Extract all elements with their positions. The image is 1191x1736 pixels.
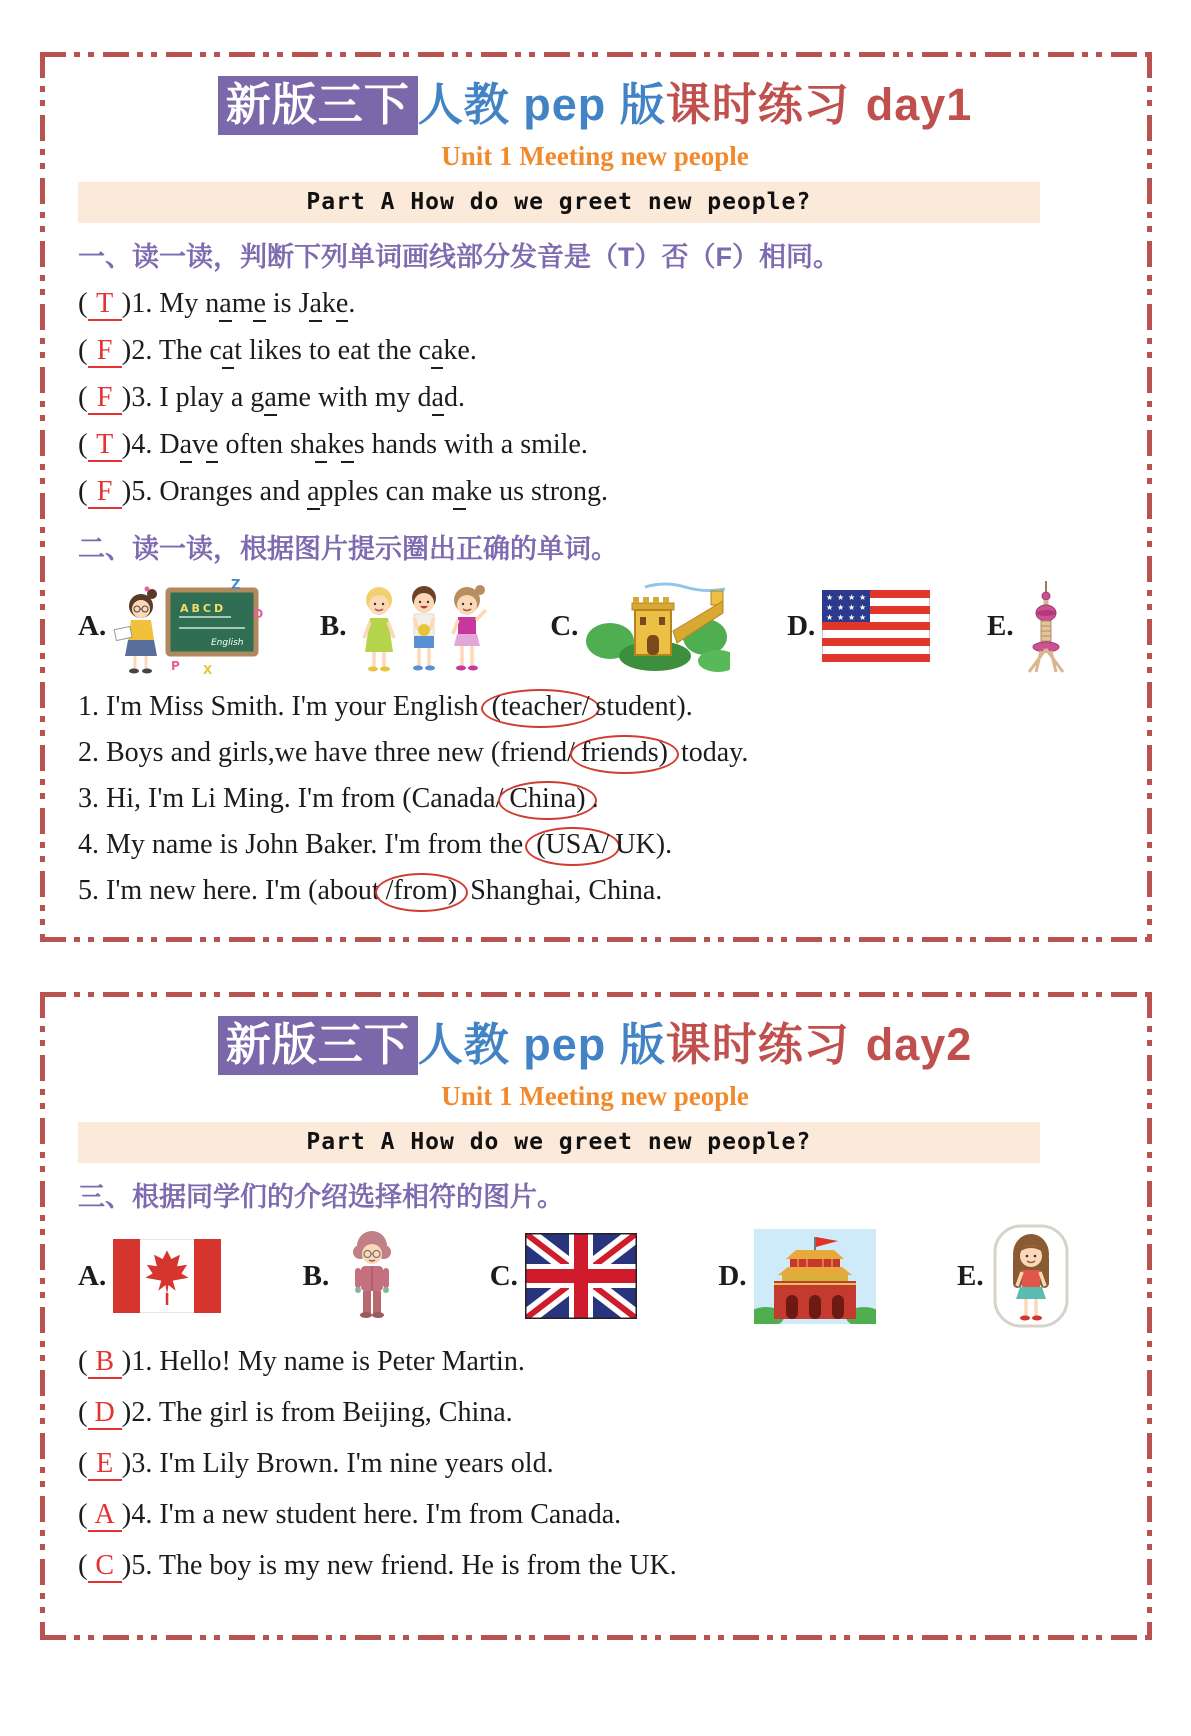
question-text xyxy=(131,288,355,322)
canada-flag-image xyxy=(113,1239,221,1313)
worksheet-day2 xyxy=(40,992,1152,1640)
picture-option-a xyxy=(78,576,263,676)
title-publisher: 人教 pep 版 xyxy=(417,79,666,130)
uk-flag-image xyxy=(525,1233,637,1319)
question-text xyxy=(78,829,672,860)
svg-text:★: ★ xyxy=(837,613,845,622)
paren: ( xyxy=(78,1345,88,1377)
worksheet-day1 xyxy=(40,52,1152,942)
question-item xyxy=(78,776,1112,822)
question-item xyxy=(78,1540,1112,1591)
circled-answer: friends) xyxy=(570,735,679,774)
picture-label: E. xyxy=(957,1259,984,1292)
question-item xyxy=(78,1336,1112,1387)
text-segment: ke. xyxy=(443,335,477,366)
paren: ( xyxy=(78,1396,88,1428)
picture-option-e xyxy=(957,1224,1071,1328)
picture-option-d xyxy=(787,590,930,662)
text-segment: 5. The boy is my new friend. He is from the UK. xyxy=(131,1550,677,1581)
question-text xyxy=(78,783,599,814)
unit-subtitle: Unit 1 Meeting new people xyxy=(441,1081,749,1111)
picture-option-c xyxy=(490,1233,637,1319)
text-segment: 5. I'm new here. I'm (about xyxy=(78,875,380,906)
question-text xyxy=(131,476,608,510)
text-segment: 4. D xyxy=(131,429,180,460)
border-top xyxy=(40,52,1152,57)
question-item xyxy=(78,1489,1112,1540)
svg-text:ABCD: ABCD xyxy=(180,602,227,615)
picture-option-e xyxy=(987,579,1071,674)
underlined-letter: a xyxy=(431,335,443,369)
exercise1-heading: 一、读一读，判断下列单词画线部分发音是（T）否（F）相同。 xyxy=(78,242,840,272)
svg-text:★: ★ xyxy=(848,613,856,622)
answer-blank: A xyxy=(88,1501,122,1532)
answer-blank: F xyxy=(88,337,122,368)
text-segment: 2. The girl is from Beijing, China. xyxy=(131,1397,513,1428)
text-segment: k xyxy=(327,429,342,460)
question-text xyxy=(131,1550,676,1581)
page-title xyxy=(78,1018,1112,1072)
tiananmen-image xyxy=(754,1229,876,1324)
answer-blank: F xyxy=(88,384,122,415)
text-segment: Shanghai, China. xyxy=(463,875,663,906)
underlined-letter: e xyxy=(336,288,348,322)
girl-image xyxy=(991,1224,1071,1328)
underlined-letter: a xyxy=(315,429,327,463)
picture-label: C. xyxy=(489,1259,518,1292)
picture-option-d xyxy=(718,1229,875,1324)
svg-text:O: O xyxy=(253,607,264,621)
svg-text:X: X xyxy=(203,663,213,676)
text-segment: 3. I'm Lily Brown. I'm nine years old. xyxy=(131,1448,554,1479)
text-segment: is J xyxy=(265,288,310,319)
text-segment: k xyxy=(321,288,336,319)
page-title xyxy=(78,78,1112,132)
underlined-letter: e xyxy=(206,429,218,463)
paren: ( xyxy=(78,428,88,460)
picture-option-a xyxy=(78,1239,221,1313)
text-segment: 2. Boys and girls,we have three new (friend/ xyxy=(78,737,575,768)
answer-blank: B xyxy=(88,1348,122,1379)
underlined-letter: a xyxy=(453,476,465,510)
question-text xyxy=(131,1448,553,1479)
circled-answer: China) xyxy=(498,781,596,820)
picture-label: B. xyxy=(302,1259,330,1292)
question-text xyxy=(78,875,662,906)
teacher-blackboard-image xyxy=(113,576,263,676)
svg-text:★: ★ xyxy=(859,593,867,602)
title-series: 课时练习 xyxy=(665,1019,850,1070)
picture-row xyxy=(78,1224,1071,1328)
text-segment: s hands with a smile. xyxy=(353,429,588,460)
title-series: 课时练习 xyxy=(665,79,850,130)
part-banner: Part A How do we greet new people? xyxy=(78,182,1040,223)
text-segment: me with my d xyxy=(276,382,432,413)
title-day: day2 xyxy=(865,1019,973,1070)
underlined-letter: a xyxy=(264,382,276,416)
question-text xyxy=(131,382,465,416)
paren: ) xyxy=(121,1345,132,1377)
question-item xyxy=(78,327,1112,374)
svg-text:★: ★ xyxy=(837,593,845,602)
underlined-letter: a xyxy=(309,288,321,322)
svg-text:Z: Z xyxy=(231,578,241,593)
border-right xyxy=(1147,992,1152,1640)
text-segment: m xyxy=(231,288,254,319)
paren: ) xyxy=(121,381,132,413)
paren: ) xyxy=(121,1447,132,1479)
unit-subtitle: Unit 1 Meeting new people xyxy=(441,141,749,171)
paren: ) xyxy=(121,287,132,319)
paren: ) xyxy=(121,1498,132,1530)
text-segment: 3. Hi, I'm Li Ming. I'm from (Canada/ xyxy=(78,783,504,814)
boy-image xyxy=(336,1226,408,1326)
question-item xyxy=(78,1387,1112,1438)
text-segment: . xyxy=(591,783,599,814)
svg-text:★: ★ xyxy=(848,593,856,602)
text-segment: student). xyxy=(595,691,693,722)
svg-text:★: ★ xyxy=(837,603,845,612)
title-badge: 新版三下 xyxy=(218,1016,418,1075)
question-text xyxy=(78,737,748,768)
great-wall-image xyxy=(585,579,730,674)
text-segment: 3. I play a g xyxy=(131,382,265,413)
border-top xyxy=(40,992,1152,997)
question-item xyxy=(78,868,1112,914)
title-badge: 新版三下 xyxy=(218,76,418,135)
title-publisher: 人教 pep 版 xyxy=(417,1019,666,1070)
pearl-tower-image xyxy=(1021,579,1071,674)
question-text xyxy=(131,335,476,369)
paren: ) xyxy=(121,428,132,460)
picture-label: C. xyxy=(550,609,579,642)
picture-label: E. xyxy=(987,609,1014,642)
paren: ) xyxy=(121,1549,132,1581)
question-text xyxy=(131,429,588,463)
svg-text:★: ★ xyxy=(826,603,834,612)
circled-answer: /from) xyxy=(375,873,469,912)
text-segment: today. xyxy=(673,737,749,768)
question-text xyxy=(131,1397,512,1428)
border-right xyxy=(1147,52,1152,942)
question-item xyxy=(78,730,1112,776)
paren: ( xyxy=(78,334,88,366)
question-text xyxy=(131,1499,621,1530)
border-left xyxy=(40,992,45,1640)
text-segment: v xyxy=(192,429,207,460)
title-day: day1 xyxy=(865,79,973,130)
svg-text:English: English xyxy=(211,638,244,648)
text-segment: ke us strong. xyxy=(465,476,609,507)
text-segment: 1. Hello! My name is Peter Martin. xyxy=(131,1346,525,1377)
text-segment: pples can m xyxy=(319,476,454,507)
svg-text:★: ★ xyxy=(859,613,867,622)
usa-flag-image xyxy=(822,590,930,662)
picture-label: B. xyxy=(319,609,347,642)
underlined-letter: a xyxy=(180,429,192,463)
text-segment: 1. I'm Miss Smith. I'm your English xyxy=(78,691,486,722)
underlined-letter: a xyxy=(222,335,234,369)
border-left xyxy=(40,52,45,942)
question-item xyxy=(78,1438,1112,1489)
question-item xyxy=(78,374,1112,421)
picture-option-c xyxy=(550,579,730,674)
paren: ( xyxy=(78,287,88,319)
picture-option-b xyxy=(303,1226,409,1326)
svg-text:★: ★ xyxy=(826,593,834,602)
paren: ( xyxy=(78,1447,88,1479)
border-bottom xyxy=(40,937,1152,942)
answer-blank: D xyxy=(88,1399,122,1430)
picture-row xyxy=(78,576,1071,676)
answer-blank: F xyxy=(88,478,122,509)
underlined-letter: e xyxy=(341,429,353,463)
part-banner: Part A How do we greet new people? xyxy=(78,1122,1040,1163)
text-segment: UK). xyxy=(615,829,673,860)
svg-text:★: ★ xyxy=(826,613,834,622)
question-text xyxy=(78,691,693,722)
text-segment: 5. Oranges and xyxy=(131,476,308,507)
text-segment: 4. I'm a new student here. I'm from Canada. xyxy=(131,1499,622,1530)
exercise3-heading: 三、根据同学们的介绍选择相符的图片。 xyxy=(78,1182,564,1212)
picture-label: D. xyxy=(718,1259,747,1292)
paren: ( xyxy=(78,475,88,507)
picture-label: D. xyxy=(787,609,816,642)
question-text xyxy=(131,1346,524,1377)
underlined-letter: a xyxy=(219,288,231,322)
question-item xyxy=(78,421,1112,468)
text-segment: 4. My name is John Baker. I'm from the xyxy=(78,829,531,860)
answer-blank: C xyxy=(88,1552,122,1583)
question-item xyxy=(78,822,1112,868)
text-segment: t likes to eat the c xyxy=(234,335,431,366)
paren: ) xyxy=(121,334,132,366)
svg-text:P: P xyxy=(171,659,180,673)
question-item xyxy=(78,280,1112,327)
text-segment: . xyxy=(348,288,356,319)
answer-blank: E xyxy=(88,1450,122,1481)
underlined-letter: a xyxy=(307,476,319,510)
picture-label: A. xyxy=(78,1259,107,1292)
text-segment: d. xyxy=(443,382,465,413)
paren: ( xyxy=(78,1498,88,1530)
svg-text:★: ★ xyxy=(848,603,856,612)
exercise2-heading: 二、读一读，根据图片提示圈出正确的单词。 xyxy=(78,534,618,564)
picture-label: A. xyxy=(78,609,107,642)
paren: ) xyxy=(121,475,132,507)
question-item xyxy=(78,468,1112,515)
border-bottom xyxy=(40,1635,1152,1640)
underlined-letter: a xyxy=(432,382,444,416)
text-segment: 1. My n xyxy=(131,288,220,319)
question-item xyxy=(78,684,1112,730)
circled-answer: (USA/ xyxy=(525,827,620,866)
answer-blank: T xyxy=(88,290,122,321)
circled-answer: (teacher/ xyxy=(481,689,601,728)
paren: ) xyxy=(121,1396,132,1428)
text-segment: often sh xyxy=(218,429,315,460)
three-kids-image xyxy=(354,576,494,676)
answer-blank: T xyxy=(88,431,122,462)
paren: ( xyxy=(78,381,88,413)
picture-option-b xyxy=(320,576,494,676)
paren: ( xyxy=(78,1549,88,1581)
text-segment: 2. The c xyxy=(131,335,222,366)
svg-text:★: ★ xyxy=(859,603,867,612)
underlined-letter: e xyxy=(253,288,265,322)
